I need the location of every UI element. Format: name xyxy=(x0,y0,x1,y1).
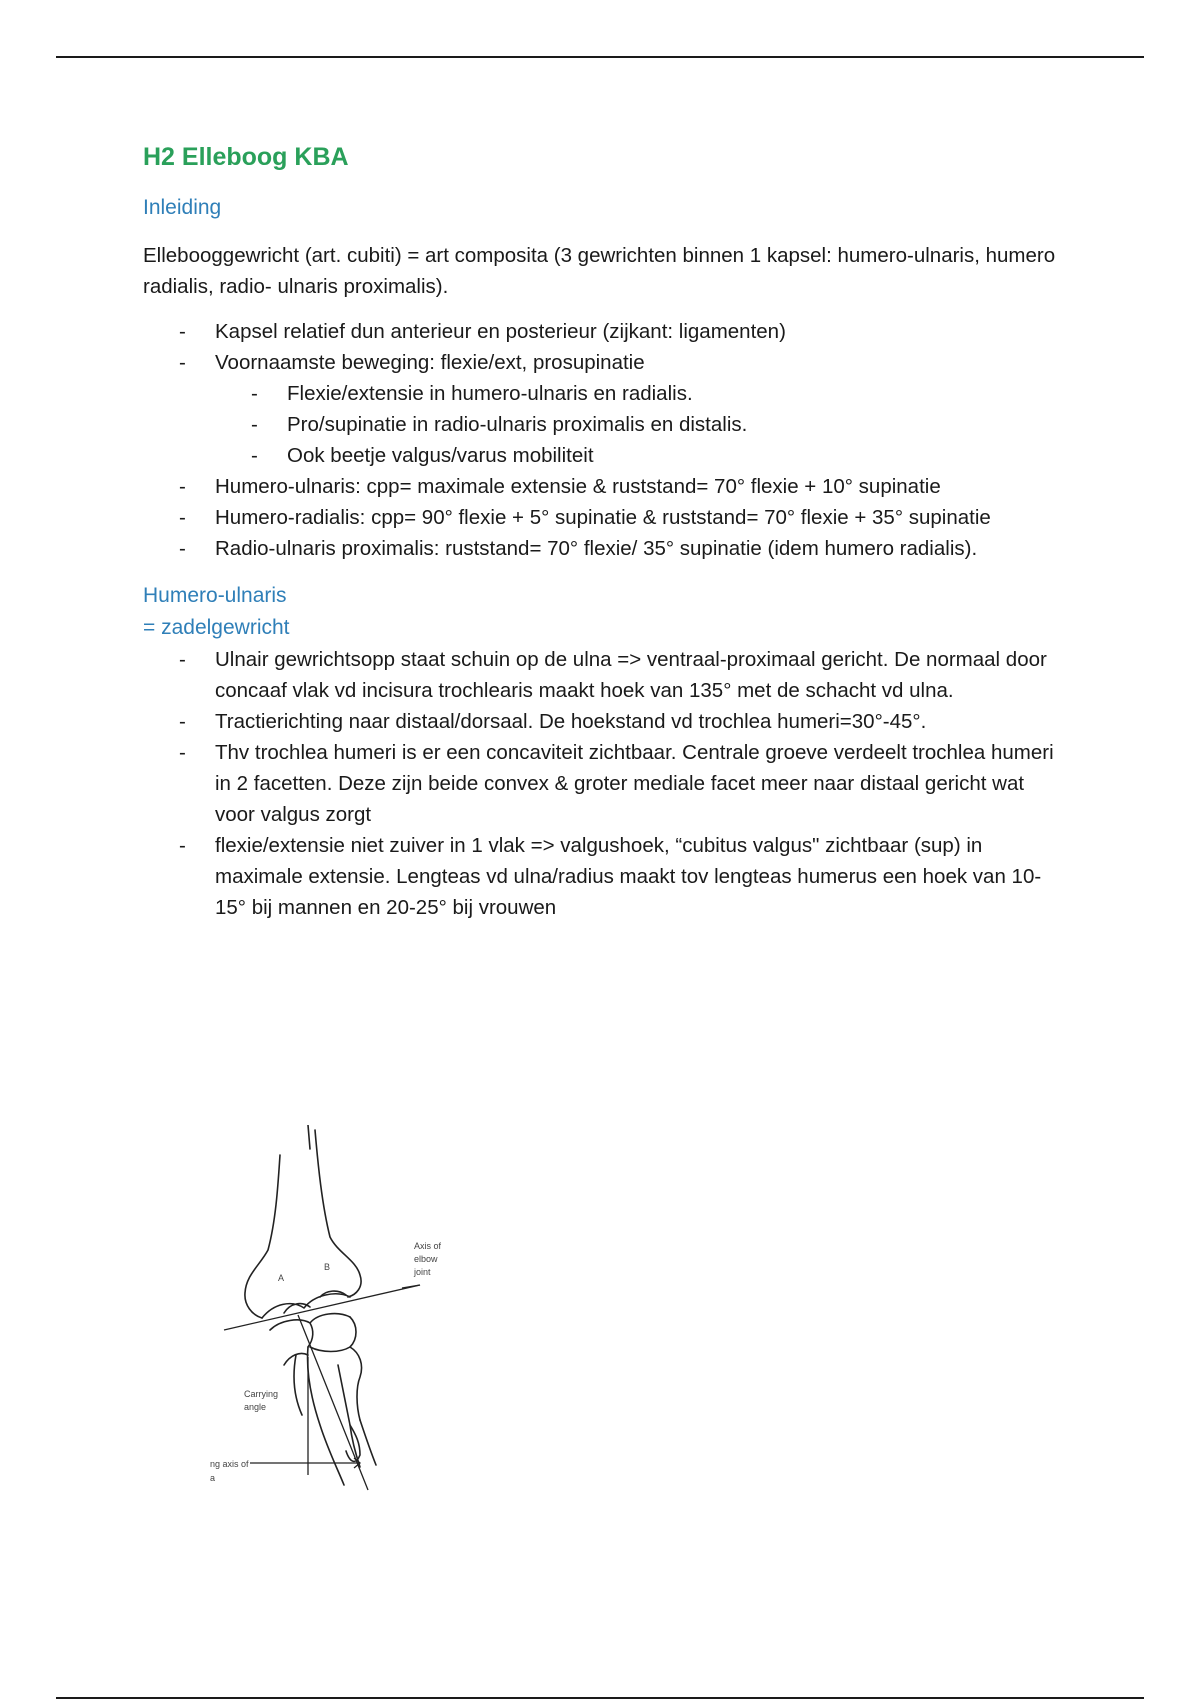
intro-paragraph: Ellebooggewricht (art. cubiti) = art composita (3 gewrichten binnen 1 kapsel: humero-ulnaris, humero radialis, radio- ulnaris proximalis). xyxy=(143,244,1056,298)
figure-label-axis: joint xyxy=(414,1267,431,1277)
list-item: - Radio-ulnaris proximalis: ruststand= 70° flexie/ 35° supinatie (idem humero radialis). xyxy=(143,533,1063,564)
list-item: - Ulnair gewrichtsopp staat schuin op de ulna => ventraal-proximaal gericht. De normaal door concaaf vlak vd incisura trochlearis maakt hoek van 135° met de schacht vd ulna. xyxy=(143,644,1063,706)
figure-label-a: A xyxy=(278,1273,285,1283)
document-title: H2 Elleboog KBA xyxy=(143,143,349,171)
bullet-list-trochlea xyxy=(143,737,1063,830)
list-item: - flexie/extensie niet zuiver in 1 vlak => valgushoek, “cubitus valgus" zichtbaar (sup) in maximale extensie. Lengteas vd ulna/radius maakt tov lengteas humerus een hoek van 10-15° bij mannen en 20-25° bij vrouwen xyxy=(143,830,1063,923)
figure-label-long-axis: a xyxy=(210,1473,216,1483)
figure-label-carrying-angle: Carrying xyxy=(244,1389,279,1399)
figure-label-axis: Axis of xyxy=(414,1241,442,1251)
list-item: - Tractierichting naar distaal/dorsaal. De hoekstand vd trochlea humeri=30°-45°. xyxy=(143,706,1063,737)
elbow-carrying-angle-figure xyxy=(210,1125,510,1495)
bullet-list-positions xyxy=(143,471,1063,564)
bullet-list-valgus xyxy=(143,830,1063,923)
section-subheading-zadelgewricht: = zadelgewricht xyxy=(143,616,290,639)
list-item: - Humero-ulnaris: cpp= maximale extensie & ruststand= 70° flexie + 10° supinatie xyxy=(143,471,1063,502)
figure-label-b: B xyxy=(324,1262,331,1272)
figure-label-carrying-angle: angle xyxy=(244,1402,267,1412)
list-item: - Voornaamste beweging: flexie/ext, prosupinatie xyxy=(143,347,1063,378)
list-item: - Pro/supinatie in radio-ulnaris proximalis en distalis. xyxy=(215,409,1063,440)
list-item: - Flexie/extensie in humero-ulnaris en radialis. xyxy=(215,378,1063,409)
list-item: - Ook beetje valgus/varus mobiliteit xyxy=(215,440,1063,471)
footer-rule xyxy=(56,1697,1144,1699)
bullet-sublist xyxy=(215,378,1063,471)
bullet-list-general xyxy=(143,316,1063,378)
section-heading-inleiding: Inleiding xyxy=(143,196,222,219)
list-item: - Thv trochlea humeri is er een concaviteit zichtbaar. Centrale groeve verdeelt trochlea humeri in 2 facetten. Deze zijn beide convex & groter mediale facet meer naar distaal gericht wat voor valgus zorgt xyxy=(143,737,1063,830)
bullet-list-humero-ulnaris xyxy=(143,644,1063,737)
figure-label-long-axis: ng axis of xyxy=(210,1459,249,1469)
list-item: - Humero-radialis: cpp= 90° flexie + 5° supinatie & ruststand= 70° flexie + 35° supinatie xyxy=(143,502,1063,533)
list-item: - Kapsel relatief dun anterieur en posterieur (zijkant: ligamenten) xyxy=(143,316,1063,347)
figure-label-axis: elbow xyxy=(414,1254,438,1264)
document-body xyxy=(143,140,1063,923)
section-heading-humero-ulnaris: Humero-ulnaris xyxy=(143,584,287,607)
header-rule xyxy=(56,56,1144,58)
